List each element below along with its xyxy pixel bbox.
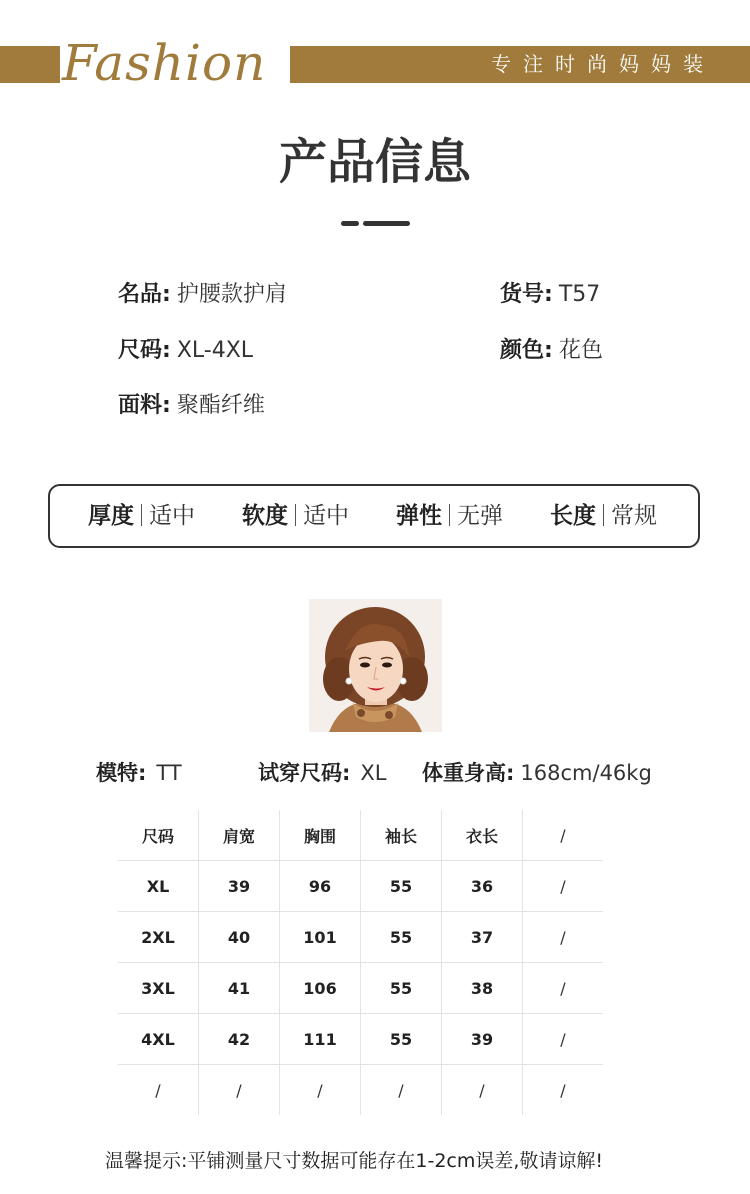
- attr-softness-value: 适中: [303, 503, 349, 529]
- model-body: [422, 758, 652, 788]
- table-cell: 36: [442, 861, 523, 912]
- attr-separator: [449, 504, 450, 526]
- info-size-value: XL-4XL: [176, 338, 254, 363]
- table-cell: 4XL: [118, 1014, 199, 1065]
- title-divider-short: [341, 221, 359, 226]
- info-size-label: 尺码:: [118, 338, 171, 363]
- model-size: [258, 758, 387, 788]
- table-row: [118, 912, 603, 963]
- table-cell: 96: [280, 861, 361, 912]
- table-cell: /: [523, 1014, 604, 1065]
- info-fabric: [118, 391, 265, 421]
- info-size: [118, 336, 253, 366]
- header-cell: /: [523, 810, 604, 861]
- attr-length: [550, 486, 657, 546]
- attr-softness: [242, 486, 349, 546]
- attr-length-label: 长度: [550, 503, 596, 529]
- model-name-label: 模特:: [96, 761, 147, 785]
- attr-separator: [295, 504, 296, 526]
- table-cell: /: [280, 1065, 361, 1116]
- table-cell: /: [361, 1065, 442, 1116]
- table-cell: XL: [118, 861, 199, 912]
- section-title: 产品信息: [278, 134, 471, 190]
- table-cell: 38: [442, 963, 523, 1014]
- model-size-value: XL: [360, 761, 387, 785]
- info-name: [118, 280, 287, 310]
- table-row: [118, 1014, 603, 1065]
- table-cell: /: [523, 861, 604, 912]
- attr-softness-label: 软度: [242, 503, 288, 529]
- table-cell: /: [523, 963, 604, 1014]
- attributes-box: [48, 484, 700, 548]
- table-cell: 37: [442, 912, 523, 963]
- table-cell: /: [442, 1065, 523, 1116]
- table-cell: 55: [361, 1014, 442, 1065]
- info-code: [500, 280, 600, 310]
- attr-separator: [603, 504, 604, 526]
- header-tagline: 专注时尚妈妈装: [491, 52, 715, 76]
- table-row: [118, 861, 603, 912]
- info-fabric-label: 面料:: [118, 393, 171, 418]
- header-cell: 肩宽: [199, 810, 280, 861]
- table-cell: /: [199, 1065, 280, 1116]
- header-cell: 袖长: [361, 810, 442, 861]
- table-cell: 106: [280, 963, 361, 1014]
- model-body-label: 体重身高:: [422, 761, 515, 785]
- table-cell: 39: [442, 1014, 523, 1065]
- table-cell: 55: [361, 963, 442, 1014]
- size-table: [118, 810, 603, 1115]
- model-name-value: TT: [156, 761, 182, 785]
- info-code-label: 货号:: [500, 282, 553, 307]
- info-name-label: 名品:: [118, 282, 171, 307]
- model-portrait-image: [309, 599, 442, 732]
- attr-length-value: 常规: [611, 503, 657, 529]
- table-cell: 101: [280, 912, 361, 963]
- attr-thickness-label: 厚度: [88, 503, 134, 529]
- table-cell: /: [523, 912, 604, 963]
- table-cell: /: [118, 1065, 199, 1116]
- info-fabric-value: 聚酯纤维: [176, 393, 265, 418]
- title-divider-long: [363, 221, 410, 226]
- attr-separator: [141, 504, 142, 526]
- table-cell: 55: [361, 861, 442, 912]
- size-table-header-row: [118, 810, 603, 861]
- attr-thickness-value: 适中: [149, 503, 195, 529]
- table-cell: 55: [361, 912, 442, 963]
- table-row: [118, 1065, 603, 1116]
- attr-thickness: [88, 486, 195, 546]
- table-cell: 41: [199, 963, 280, 1014]
- table-cell: 40: [199, 912, 280, 963]
- table-cell: 42: [199, 1014, 280, 1065]
- table-cell: /: [560, 1080, 566, 1100]
- header-cell: 胸围: [280, 810, 361, 861]
- attr-elasticity-value: 无弹: [457, 503, 503, 529]
- measurement-note: 温馨提示:平铺测量尺寸数据可能存在1-2cm误差,敬请谅解!: [105, 1150, 604, 1172]
- table-cell: 2XL: [118, 912, 199, 963]
- info-color-value: 花色: [558, 338, 603, 363]
- info-color-label: 颜色:: [500, 338, 553, 363]
- table-cell: 111: [280, 1014, 361, 1065]
- header-cell: 衣长: [442, 810, 523, 861]
- info-name-value: 护腰款护肩: [176, 282, 287, 307]
- model-name: [96, 758, 182, 788]
- table-row: [118, 963, 603, 1014]
- attr-elasticity: [396, 486, 503, 546]
- model-size-label: 试穿尺码:: [258, 761, 351, 785]
- fashion-logo: Fashion: [62, 34, 267, 92]
- table-cell: 39: [199, 861, 280, 912]
- attr-elasticity-label: 弹性: [396, 503, 442, 529]
- header-cell: 尺码: [118, 810, 199, 861]
- model-body-value: 168cm/46kg: [520, 761, 652, 785]
- info-color: [500, 336, 603, 366]
- model-photo: [309, 599, 442, 732]
- header-band-left: [0, 46, 60, 83]
- table-cell: 3XL: [118, 963, 199, 1014]
- info-code-value: T57: [558, 282, 601, 307]
